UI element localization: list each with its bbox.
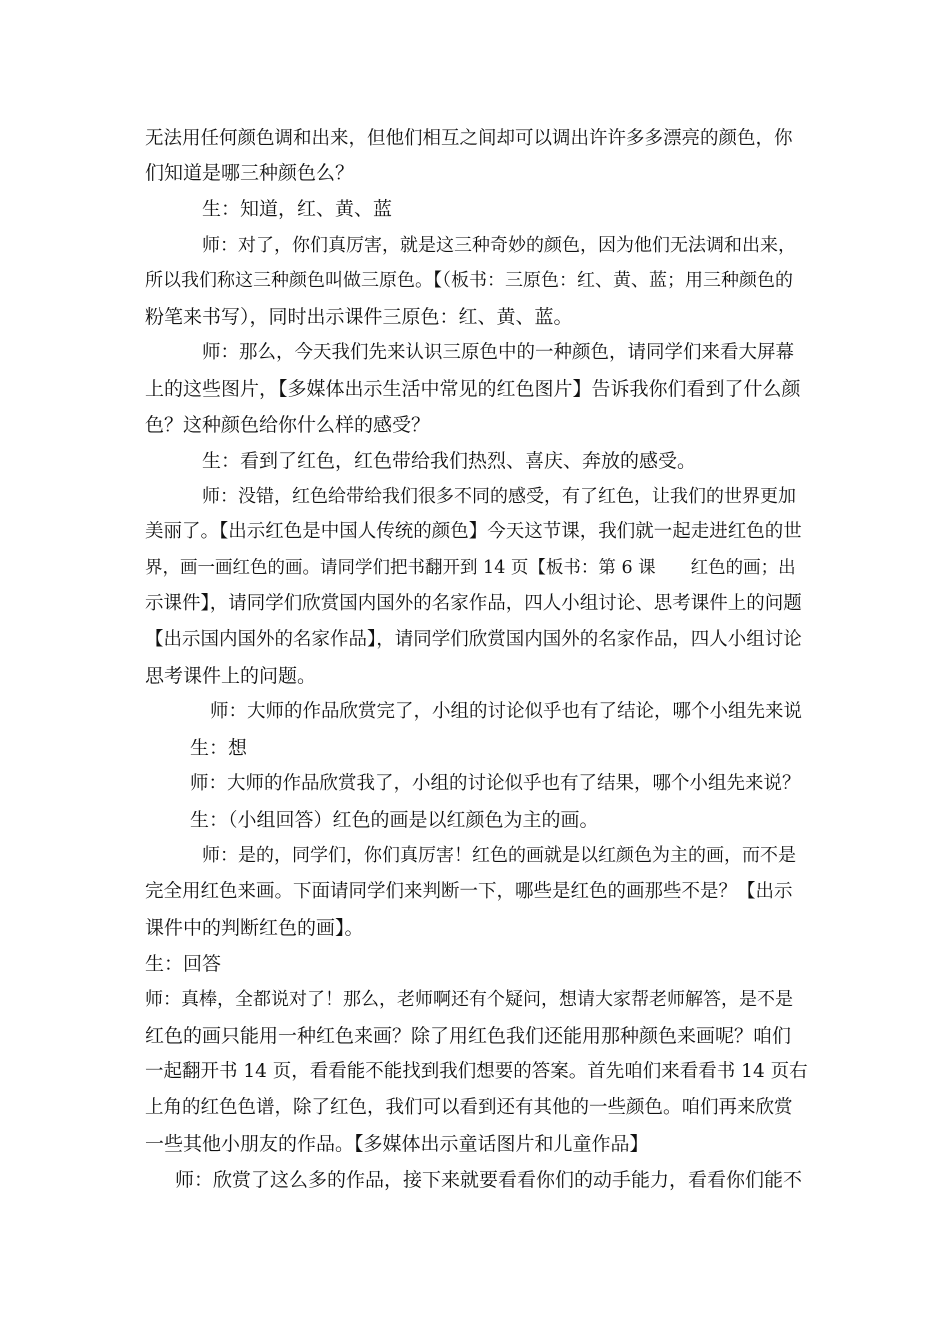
text-line: 美丽了。【出示红色是中国人传统的颜色】今天这节课，我们就一起走进红色的世	[145, 521, 802, 542]
teacher-line: 师：没错，红色给带给我们很多不同的感受，有了红色，让我们的世界更加	[202, 486, 796, 507]
student-line: 生：回答	[145, 953, 222, 975]
teacher-line: 师：那么，今天我们先来认识三原色中的一种颜色，请同学们来看大屏幕	[202, 342, 795, 363]
text-line: 一些其他小朋友的作品。【多媒体出示童话图片和儿童作品】	[145, 1133, 649, 1155]
teacher-line: 师：真棒，全都说对了！那么，老师啊还有个疑问，想请大家帮老师解答，是不是	[145, 989, 793, 1010]
text-line: 们知道是哪三种颜色么？	[145, 162, 355, 184]
student-line: 生：想	[190, 737, 248, 759]
text-line: 红色的画只能用一种红色来画？除了用红色我们还能用那种颜色来画呢？咱们	[145, 1025, 792, 1047]
student-line: 生：（小组回答）红色的画是以红颜色为主的画。	[190, 809, 599, 831]
text-line: 粉笔来书写），同时出示课件三原色：红、黄、蓝。	[145, 306, 573, 328]
text-line: 所以我们称这三种颜色叫做三原色。【（板书：三原色：红、黄、蓝；用三种颜色的	[145, 270, 793, 291]
teacher-line: 师：大师的作品欣赏我了，小组的讨论似乎也有了结果，哪个小组先来说？	[190, 773, 801, 794]
text-line: 课件中的判断红色的画】。	[145, 917, 364, 939]
text-line: 示课件】，请同学们欣赏国内国外的名家作品，四人小组讨论、思考课件上的问题	[145, 593, 802, 614]
teacher-line: 师：大师的作品欣赏完了，小组的讨论似乎也有了结论，哪个小组先来说	[210, 701, 803, 722]
text-line: 一起翻开书 14 页，看看能不能找到我们想要的答案。首先咱们来看看书 14 页右	[145, 1061, 808, 1082]
text-line: 上的这些图片，【多媒体出示生活中常见的红色图片】告诉我你们看到了什么颜	[145, 378, 801, 400]
text-line: 界，画一画红色的画。请同学们把书翻开到 14 页【板书：第 6 课 红色的画；出	[145, 558, 796, 578]
teacher-line: 师：对了，你们真厉害，就是这三种奇妙的颜色，因为他们无法调和出来，	[202, 235, 796, 256]
student-line: 生：看到了红色，红色带给我们热烈、喜庆、奔放的感受。	[202, 450, 697, 472]
text-line: 无法用任何颜色调和出来，但他们相互之间却可以调出许许多多漂亮的颜色，你	[145, 128, 793, 149]
text-line: 【出示国内国外的名家作品】，请同学们欣赏国内国外的名家作品，四人小组讨论	[145, 629, 802, 650]
text-line: 上角的红色色谱，除了红色，我们可以看到还有其他的一些颜色。咱们再来欣赏	[145, 1097, 793, 1118]
teacher-line: 师：欣赏了这么多的作品，接下来就要看看你们的动手能力，看看你们能不	[175, 1169, 803, 1191]
text-line: 思考课件上的问题。	[145, 665, 317, 687]
student-line: 生：知道，红、黄、蓝	[202, 198, 393, 220]
teacher-line: 师：是的，同学们，你们真厉害！红色的画就是以红颜色为主的画，而不是	[202, 845, 796, 866]
text-line: 色？这种颜色给你什么样的感受？	[145, 414, 431, 436]
text-line: 完全用红色来画。下面请同学们来判断一下，哪些是红色的画那些不是？【出示	[145, 881, 793, 902]
